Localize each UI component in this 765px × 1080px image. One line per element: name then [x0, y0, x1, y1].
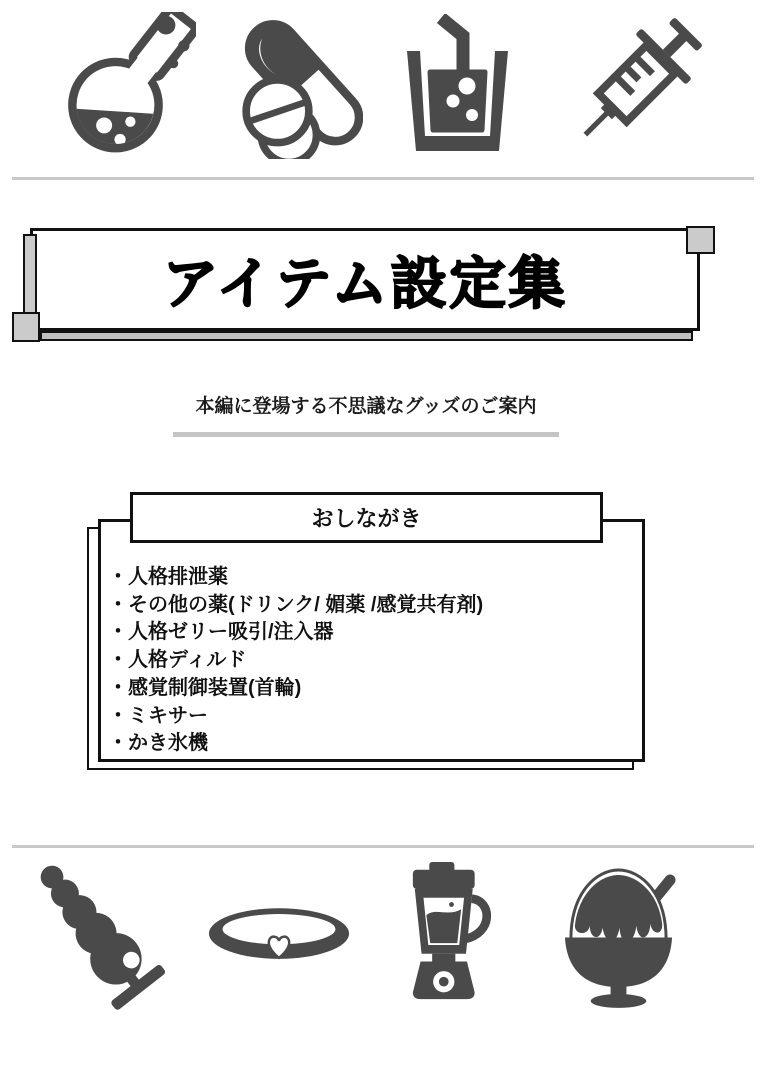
blender-icon — [405, 862, 497, 1002]
flask-icon — [46, 12, 196, 162]
menu-list-item: ・感覚制御装置(首輪) — [108, 676, 302, 699]
pills-icon — [230, 16, 363, 159]
menu-list-item: ・かき氷機 — [108, 732, 208, 755]
menu-list-item: ・人格ゼリー吸引/注入器 — [108, 621, 334, 644]
drink-icon — [405, 14, 510, 154]
banner-left-bar — [23, 234, 37, 320]
menu-list-item: ・ミキサー — [108, 704, 208, 727]
menu-list — [108, 564, 633, 758]
menu-list-item: ・人格排泄薬 — [108, 566, 228, 588]
page-title: アイテム設定集 — [162, 251, 568, 315]
title-banner — [30, 228, 700, 331]
shaved-ice-icon — [557, 862, 681, 1009]
banner-corner-square-bottom-left — [12, 312, 40, 342]
banner-corner-square-top-right — [686, 226, 715, 254]
menu-header-box — [130, 492, 603, 543]
collar-icon — [206, 906, 352, 963]
subtitle: 本編に登場する不思議なグッズのご案内 — [195, 396, 537, 417]
subtitle-underline — [173, 432, 559, 437]
top-divider — [12, 177, 754, 180]
menu-header-label: おしながき — [311, 506, 422, 531]
menu-list-item: ・人格ディルド — [108, 649, 247, 672]
anal-beads-icon — [22, 858, 172, 1010]
menu-list-item: ・その他の薬(ドリンク/ 媚薬 /感覚共有剤) — [108, 593, 484, 616]
banner-shadow-bar — [40, 331, 693, 341]
syringe-icon — [560, 12, 708, 160]
bottom-divider — [12, 845, 754, 848]
